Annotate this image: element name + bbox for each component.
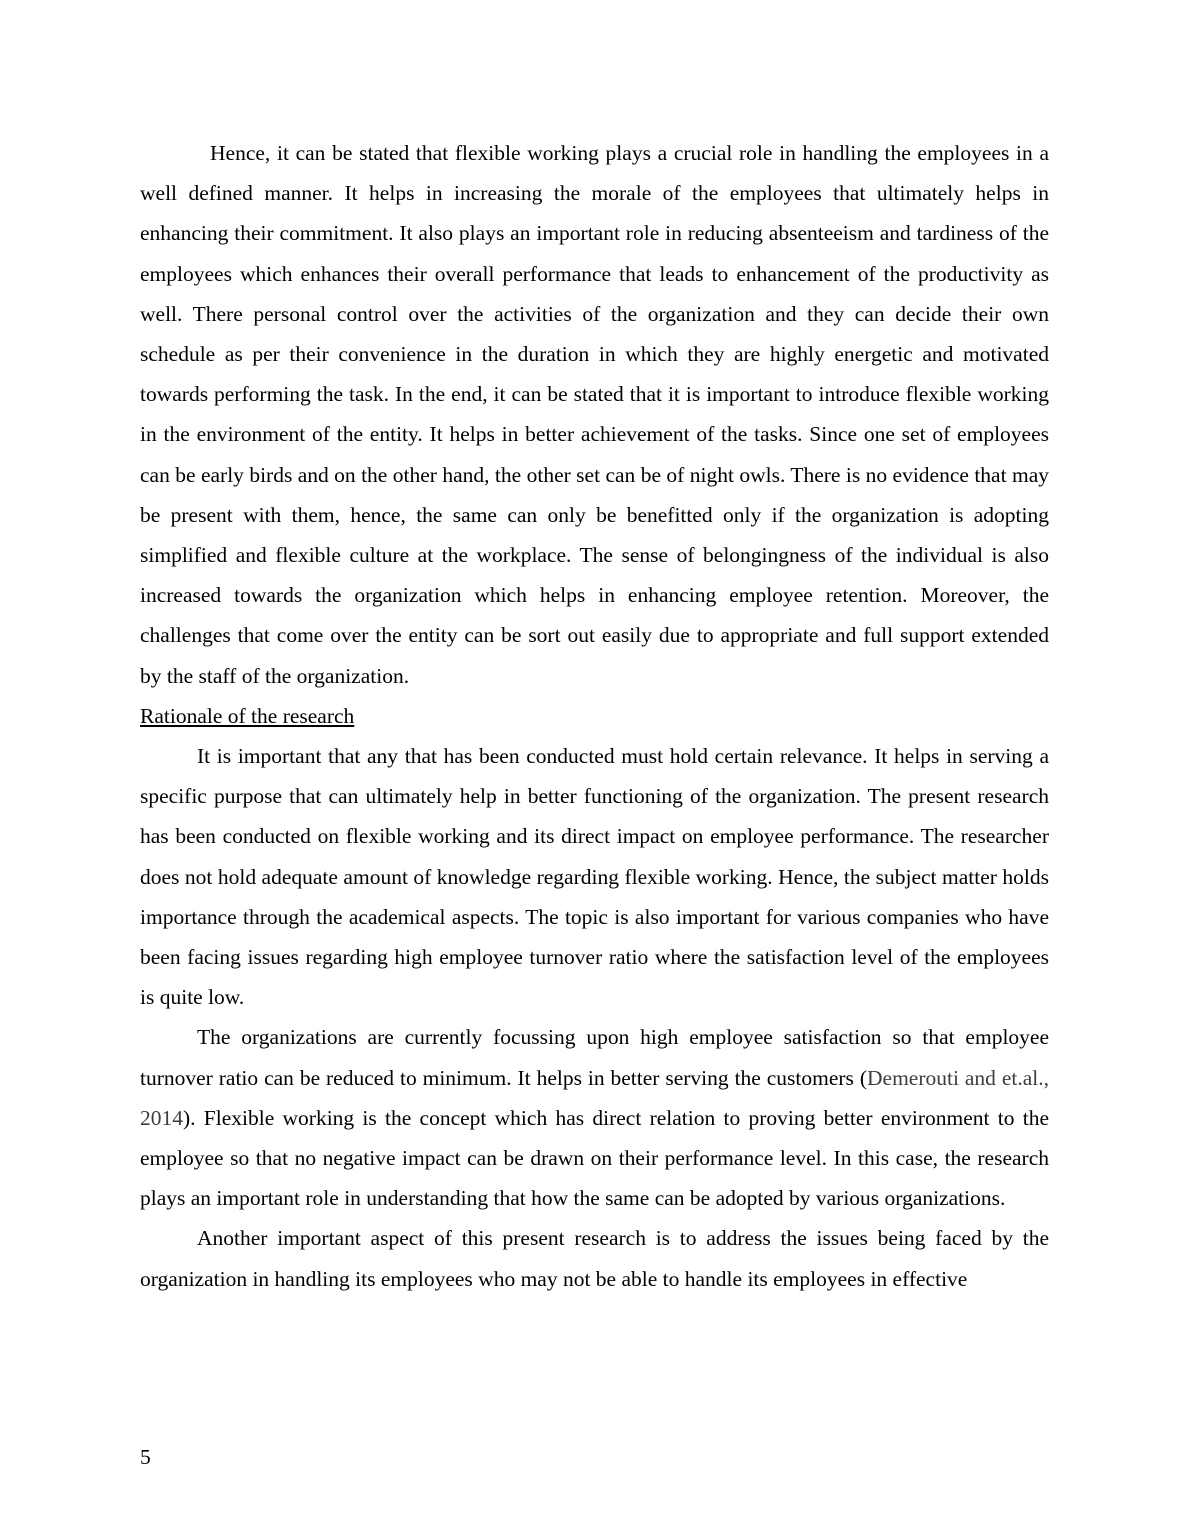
paragraph-text-before-citation: The organizations are currently focussing upon high employee satisfaction so that employee turnover ratio can be reduced to minimum. It helps in better serving the customers (	[140, 1025, 1049, 1090]
citation: Demerouti and et.al., 2014	[140, 1065, 1049, 1130]
page-body	[140, 133, 1049, 1299]
section-heading-rationale: Rationale of the research	[140, 703, 355, 728]
paragraph-flexible-working-summary: Hence, it can be stated that flexible working plays a crucial role in handling the employees in a well defined manner. It helps in increasing the morale of the employees that ultimately helps in enhancing their commitment. It also plays an important role in reducing absenteeism and tardiness of the employees which enhances their overall performance that leads to enhancement of the productivity as well. There personal control over the activities of the organization and they can decide their own schedule as per their convenience in the duration in which they are highly energetic and motivated towards performing the task. In the end, it can be stated that it is important to introduce flexible working in the environment of the entity. It helps in better achievement of the tasks. Since one set of employees can be early birds and on the other hand, the other set can be of night owls. There is no evidence that may be present with them, hence, the same can only be benefitted only if the organization is adopting simplified and flexible culture at the workplace. The sense of belongingness of the individual is also increased towards the organization which helps in enhancing employee retention. Moreover, the challenges that come over the entity can be sort out easily due to appropriate and full support extended by the staff of the organization.	[140, 141, 1049, 688]
paragraph-another-aspect: Another important aspect of this present research is to address the issues being faced by the organization in handling its employees who may not be able to handle its employees in effective	[140, 1226, 1049, 1291]
paragraph-employee-satisfaction	[140, 1017, 1049, 1218]
paragraph-rationale-relevance: It is important that any that has been conducted must hold certain relevance. It helps in serving a specific purpose that can ultimately help in better functioning of the organization. The present research has been conducted on flexible working and its direct impact on employee performance. The researcher does not hold adequate amount of knowledge regarding flexible working. Hence, the subject matter holds importance through the academical aspects. The topic is also important for various companies who have been facing issues regarding high employee turnover ratio where the satisfaction level of the employees is quite low.	[140, 744, 1049, 1010]
page-number: 5	[140, 1445, 151, 1469]
paragraph-text-after-citation: ). Flexible working is the concept which has direct relation to proving better environment to the employee so that no negative impact can be drawn on their performance level. In this case, the research plays an important role in understanding that how the same can be adopted by various organizations.	[140, 1105, 1049, 1211]
